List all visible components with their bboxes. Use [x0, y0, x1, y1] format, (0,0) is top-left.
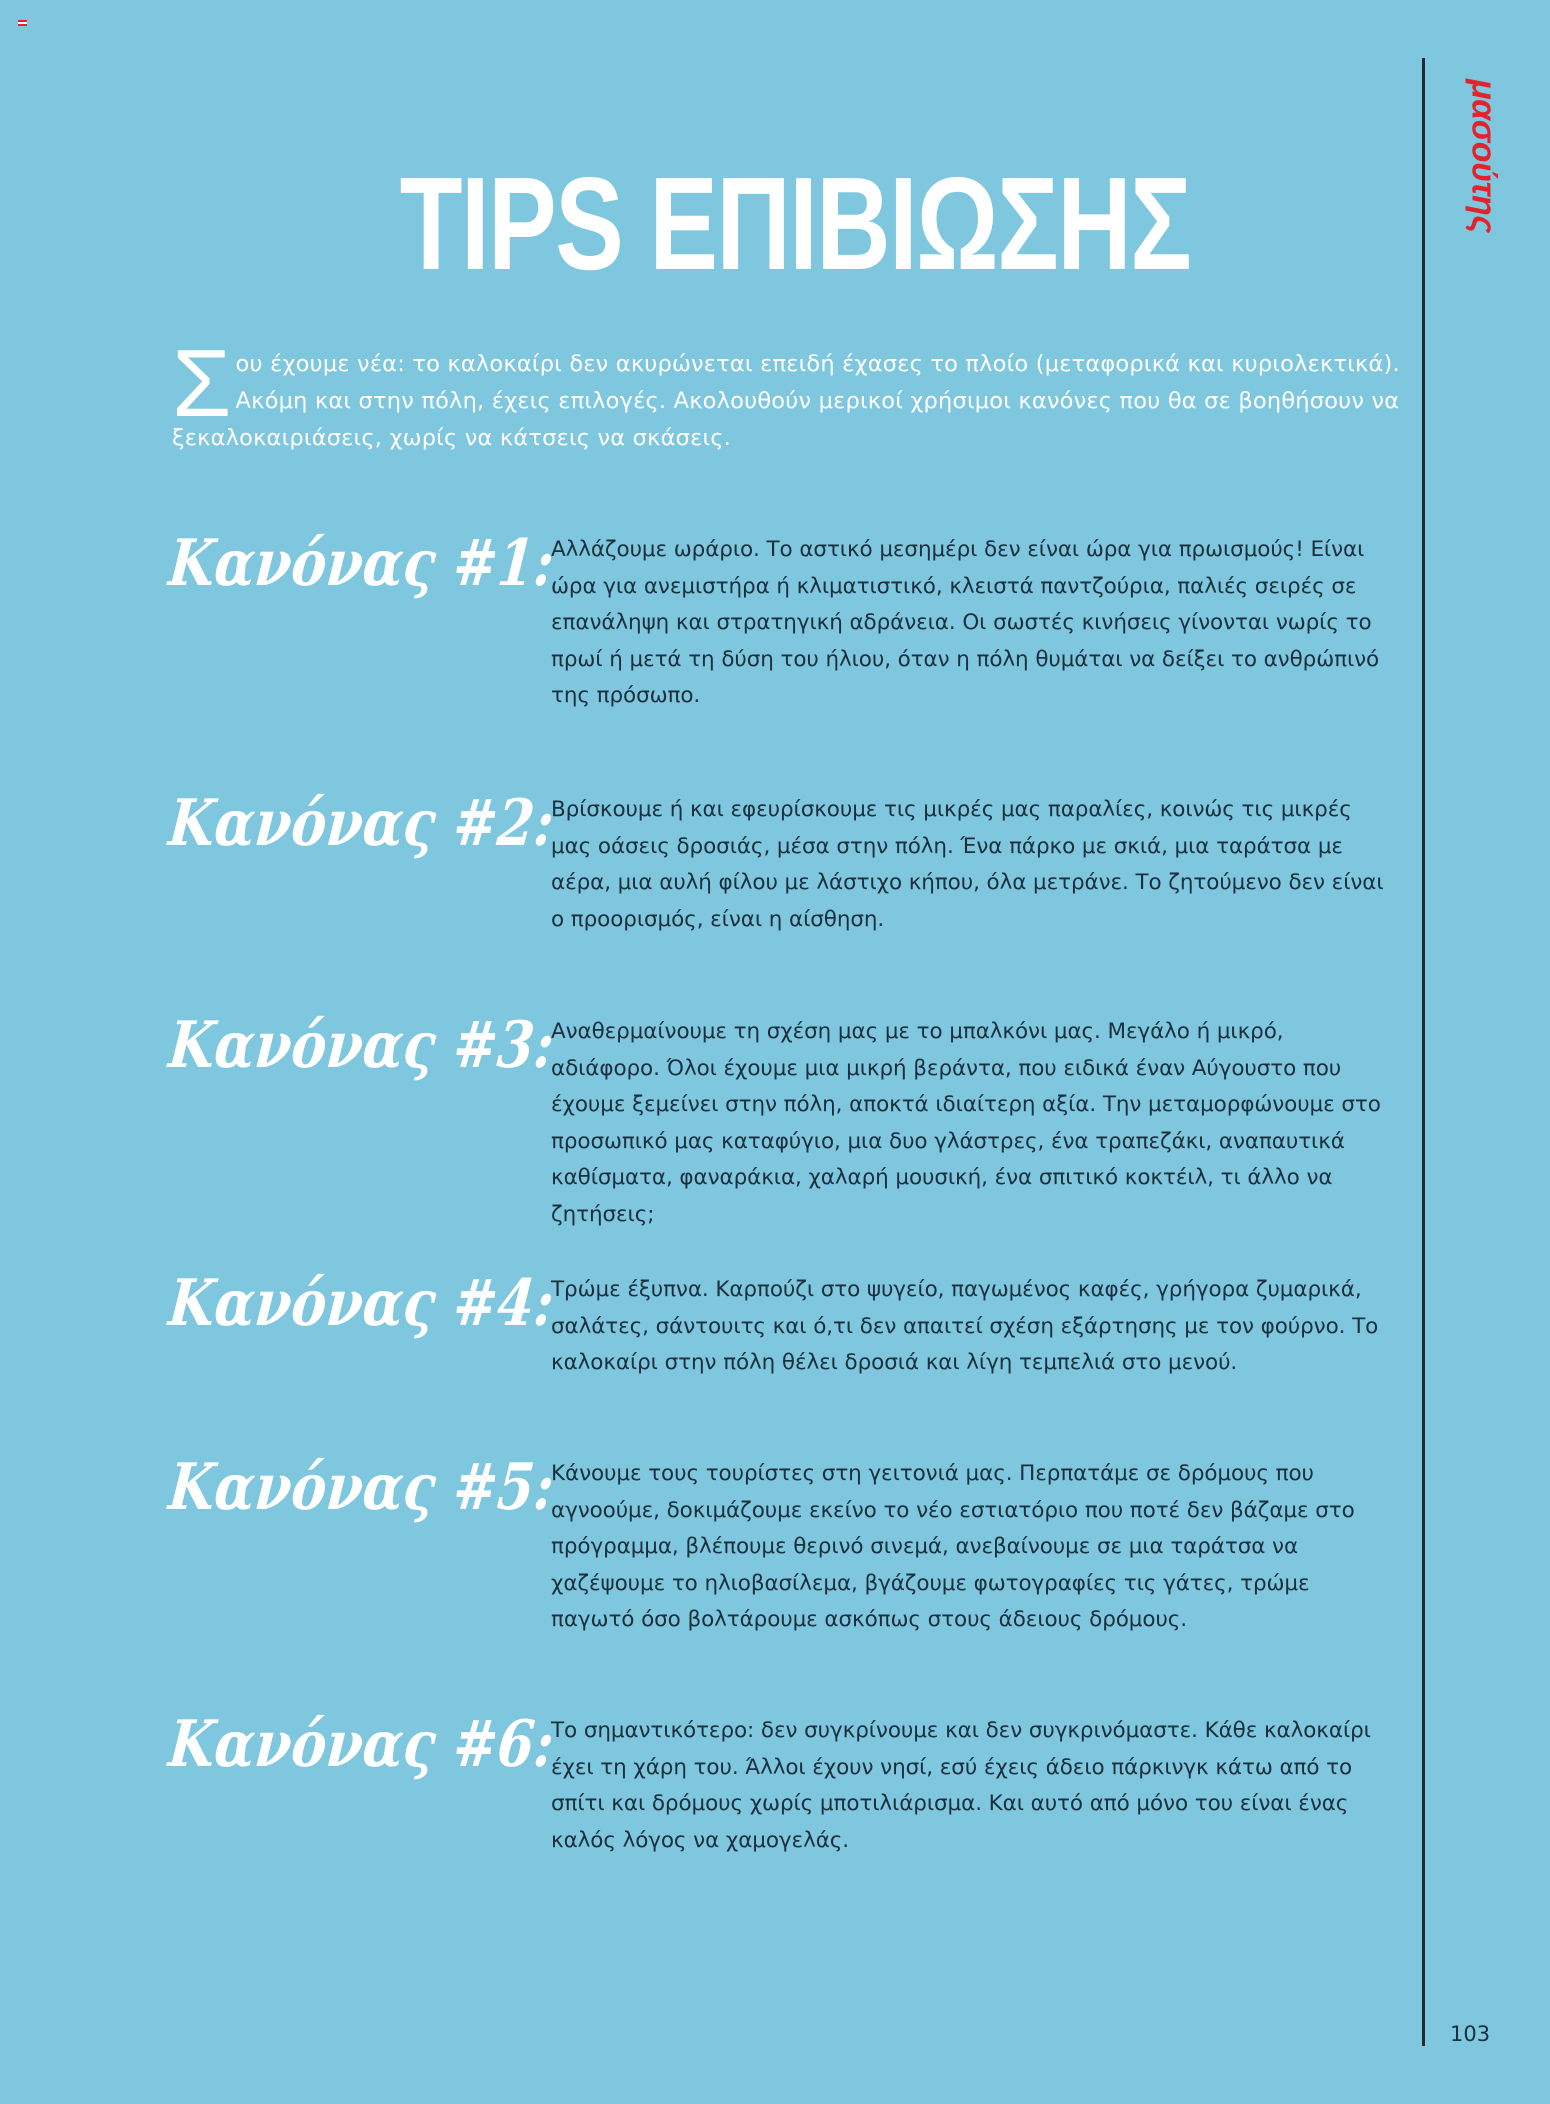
rule-text-4: Τρώμε έξυπνα. Καρπούζι στο ψυγείο, παγωμένος καφές, γρήγορα ζυμαρικά, σαλάτες, σάντουιτς και ό,τι δεν απαιτεί σχέση εξάρτησης με τον φούρνο. Το καλοκαίρι στην πόλη θέλει δροσιά και λίγη τεμπελιά στο μενού.	[551, 1277, 1379, 1376]
intro-dropcap: Σ	[172, 330, 232, 437]
page-number: 103	[1450, 2022, 1491, 2046]
corner-mark	[18, 20, 27, 26]
brand-logo	[1464, 58, 1503, 254]
rule-heading-2: Κανόνας #2:	[166, 786, 557, 861]
brand-logo-text: μασούτης	[1464, 79, 1503, 233]
rule-text-5: Κάνουμε τους τουρίστες στη γειτονιά μας. Περπατάμε σε δρόμους που αγνοούμε, δοκιμάζουμε εκείνο το νέο εστιατόριο που ποτέ δεν βάζαμε στο πρόγραμμα, βλέπουμε θερινό σινεμά, ανεβαίνουμε σε μια ταράτσα να χαζέψουμε το ηλιοβασίλεμα, βγάζουμε φωτογραφίες τις γάτες, τρώμε παγωτό όσο βολτάρουμε ασκόπως στους άδειους δρόμους.	[551, 1461, 1355, 1633]
intro-paragraph	[172, 330, 1402, 457]
rule-text-3: Αναθερμαίνουμε τη σχέση μας με το μπαλκόνι μας. Μεγάλο ή μικρό, αδιάφορο. Όλοι έχουμε μια μικρή βεράντα, που ειδικά έναν Αύγουστο που έχουμε ξεμείνει στην πόλη, αποκτά ιδιαίτερη αξία. Την μεταμορφώνουμε στο προσωπικό μας καταφύγιο, μια δυο γλάστρες, ένα τραπεζάκι, αναπαυτικά καθίσματα, φαναράκια, χαλαρή μουσική, ένα σπιτικό κοκτέιλ, τι άλλο να ζητήσεις;	[551, 1019, 1381, 1227]
rule-text-6: Το σημαντικότερο: δεν συγκρίνουμε και δεν συγκρινόμαστε. Κάθε καλοκαίρι έχει τη χάρη του. Άλλοι έχουν νησί, εσύ έχεις άδειο πάρκινγκ κάτω από το σπίτι και δρόμους χωρίς μποτιλιάρισμα. Και αυτό από μόνο του είναι ένας καλός λόγος να χαμογελάς.	[551, 1718, 1371, 1853]
intro-text: ου έχουμε νέα: το καλοκαίρι δεν ακυρώνεται επειδή έχασες το πλοίο (μεταφορικά και κυριολεκτικά). Ακόμη και στην πόλη, έχεις επιλογές. Ακολουθούν μερικοί χρήσιμοι κανόνες που θα σε βοηθήσουν να ξεκαλοκαιριάσεις, χωρίς να κάτσεις να σκάσεις.	[172, 351, 1400, 451]
page-title: TIPS ΕΠΙΒΙΩΣΗΣ	[399, 150, 1191, 297]
rule-heading-1: Κανόνας #1:	[166, 526, 557, 601]
rule-heading-3: Κανόνας #3:	[166, 1008, 557, 1083]
rule-heading-5: Κανόνας #5:	[166, 1450, 557, 1525]
vertical-divider	[1422, 58, 1425, 2046]
rule-heading-4: Κανόνας #4:	[166, 1266, 557, 1341]
rule-heading-6: Κανόνας #6:	[166, 1707, 557, 1782]
rule-text-2: Βρίσκουμε ή και εφευρίσκουμε τις μικρές μας παραλίες, κοινώς τις μικρές μας οάσεις δροσιάς, μέσα στην πόλη. Ένα πάρκο με σκιά, μια ταράτσα με αέρα, μια αυλή φίλου με λάστιχο κήπου, όλα μετράνε. Το ζητούμενο δεν είναι ο προορισμός, είναι η αίσθηση.	[551, 797, 1384, 932]
rule-text-1: Αλλάζουμε ωράριο. Το αστικό μεσημέρι δεν είναι ώρα για πρωισμούς! Είναι ώρα για ανεμιστήρα ή κλιματιστικό, κλειστά παντζούρια, παλιές σειρές σε επανάληψη και στρατηγική αδράνεια. Οι σωστές κινήσεις γίνονται νωρίς το πρωί ή μετά τη δύση του ήλιου, όταν η πόλη θυμάται να δείξει το ανθρώπινό της πρόσωπο.	[551, 537, 1380, 709]
